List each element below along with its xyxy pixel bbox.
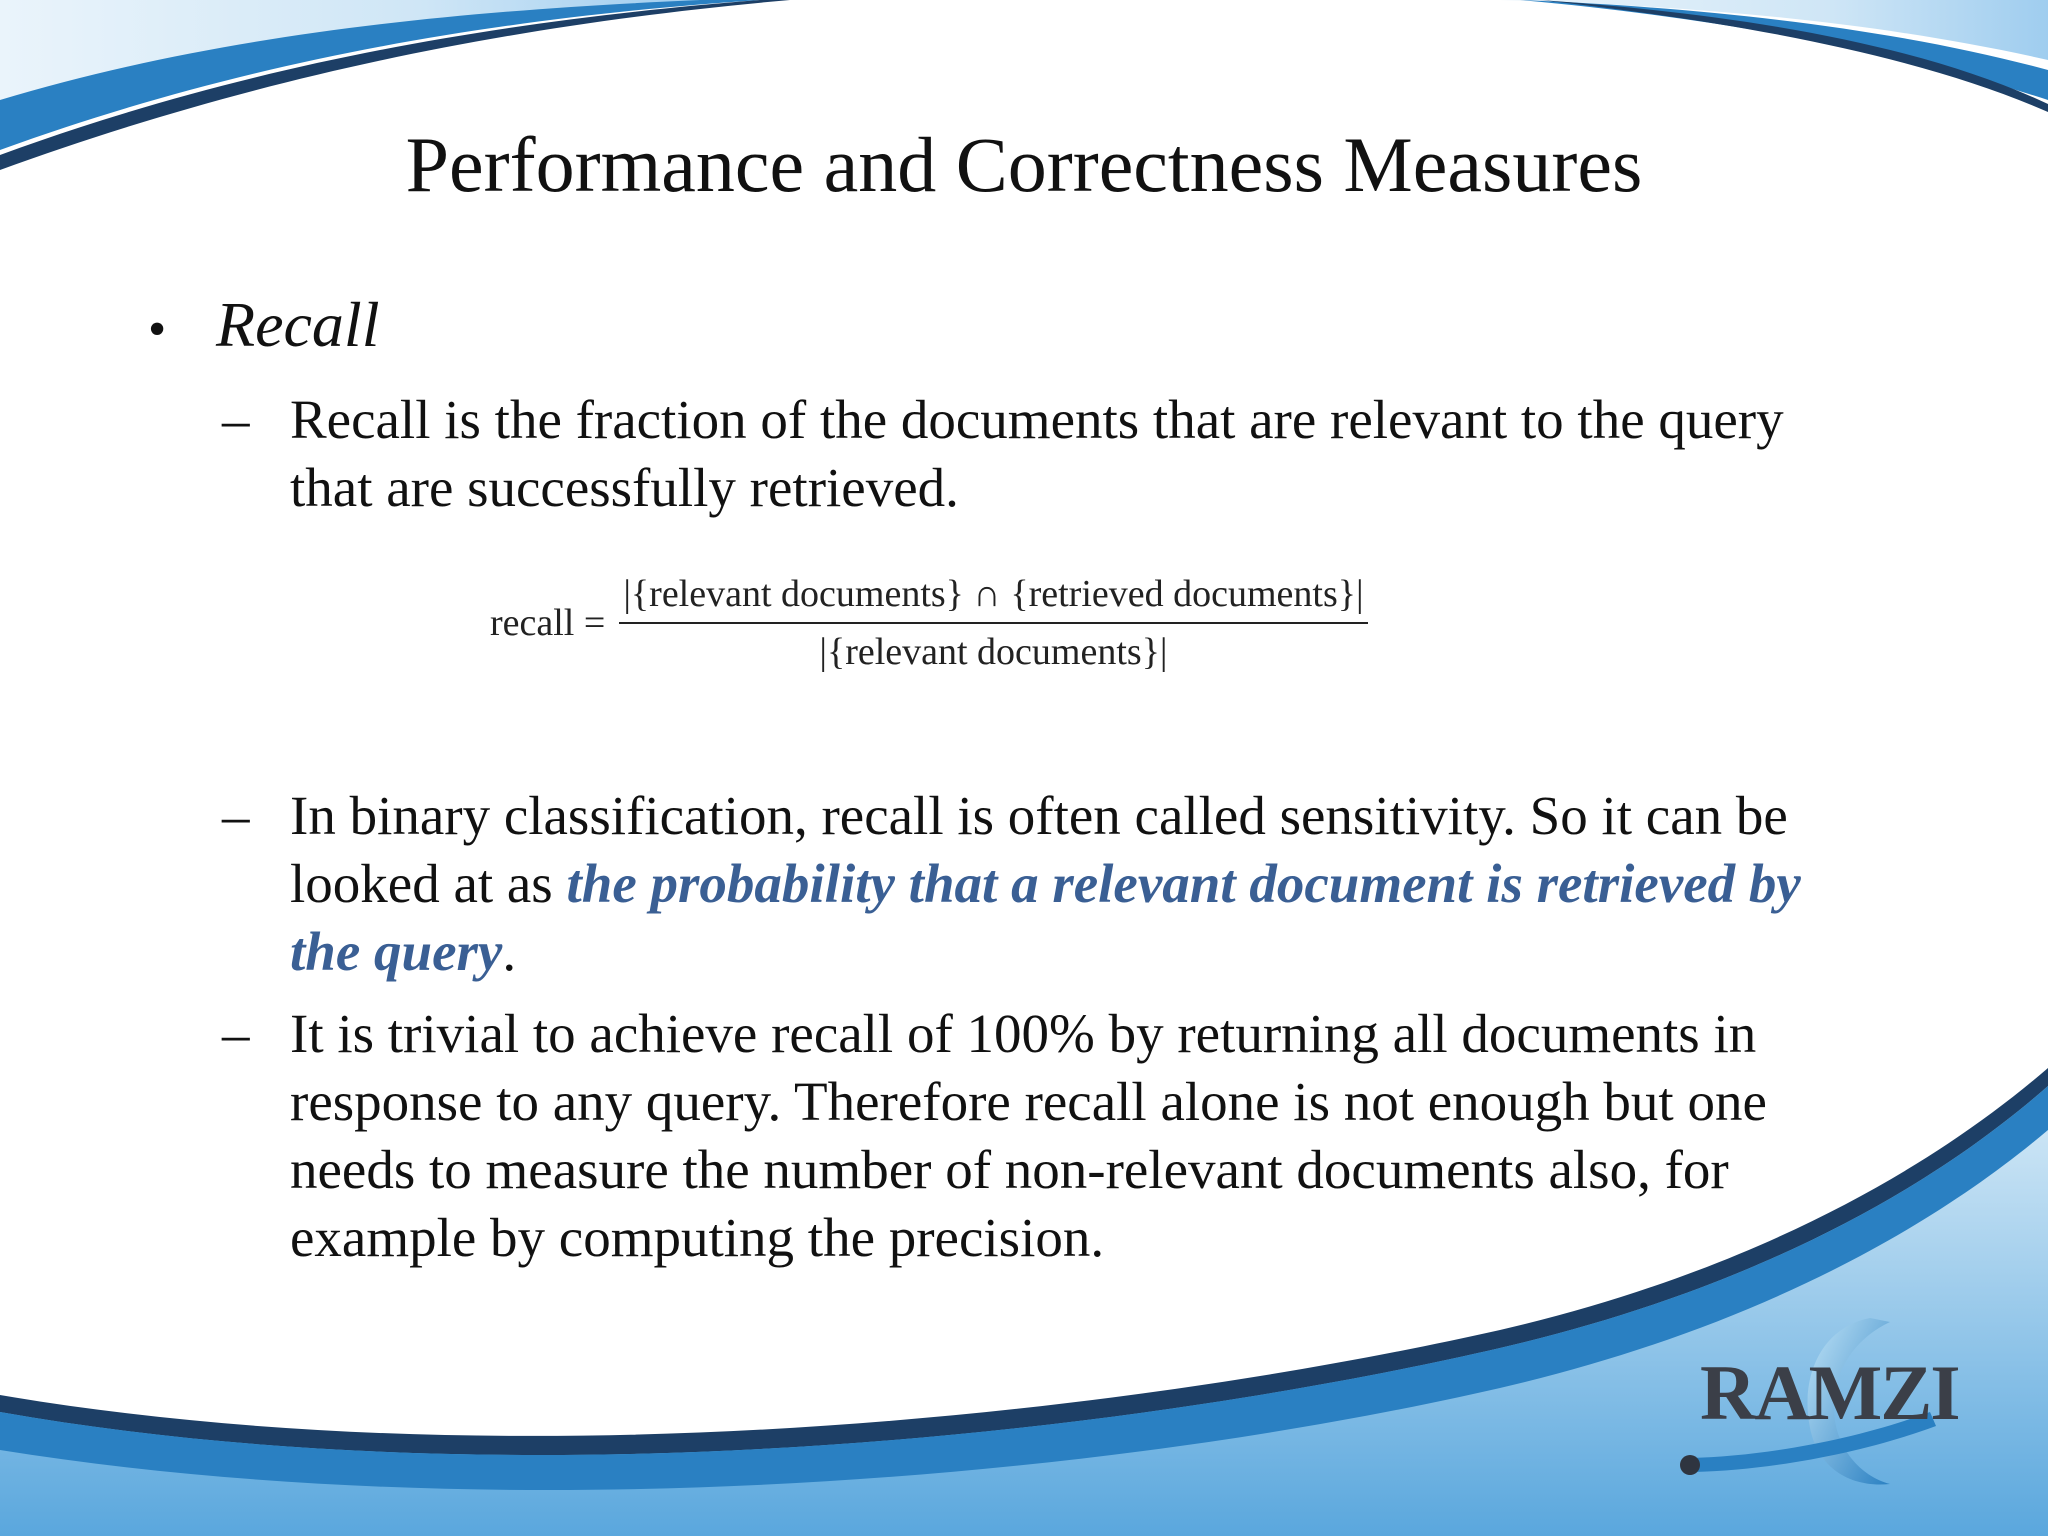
sub-bullet-marker: – xyxy=(222,1003,250,1064)
sub-bullet-text: Recall is the fraction of the documents that are relevant to the query that are successfully retrieved. xyxy=(290,389,1784,518)
bullet-marker: • xyxy=(148,301,167,358)
formula-fraction xyxy=(619,572,1367,674)
bullet-term: Recall xyxy=(216,289,380,360)
bullet-recall xyxy=(148,290,379,360)
sub-bullet-definition xyxy=(222,386,1862,522)
sub-bullet-sensitivity xyxy=(222,782,1862,986)
sub-bullet-text: It is trivial to achieve recall of 100% by returning all documents in response to any query. Therefore recall alone is not enough but one needs to measure the number of non-relevant documents also, for example by computing the precision. xyxy=(290,1003,1767,1268)
sub-bullet-text xyxy=(290,782,1862,986)
formula-lhs: recall = xyxy=(490,602,606,644)
sensitivity-emphasis: the probability that a relevant document is retrieved by the query xyxy=(290,853,1801,982)
slide-title: Performance and Correctness Measures xyxy=(405,121,1643,208)
sub-bullet-marker: – xyxy=(222,389,250,450)
logo-name: RAMZI xyxy=(1700,1349,1959,1436)
sensitivity-text-before: In binary classification, recall is often called sensitivity. So it can be looked at as xyxy=(290,785,1788,914)
sub-bullet-trivial xyxy=(222,1000,1862,1272)
formula-numerator: |{relevant documents} ∩ {retrieved documents}| xyxy=(619,572,1367,624)
formula-denominator: |{relevant documents}| xyxy=(819,631,1168,673)
sub-bullet-marker: – xyxy=(222,785,250,846)
recall-formula xyxy=(490,572,1368,674)
sensitivity-text-after: . xyxy=(502,921,517,982)
ramzi-logo xyxy=(1660,1308,2000,1498)
